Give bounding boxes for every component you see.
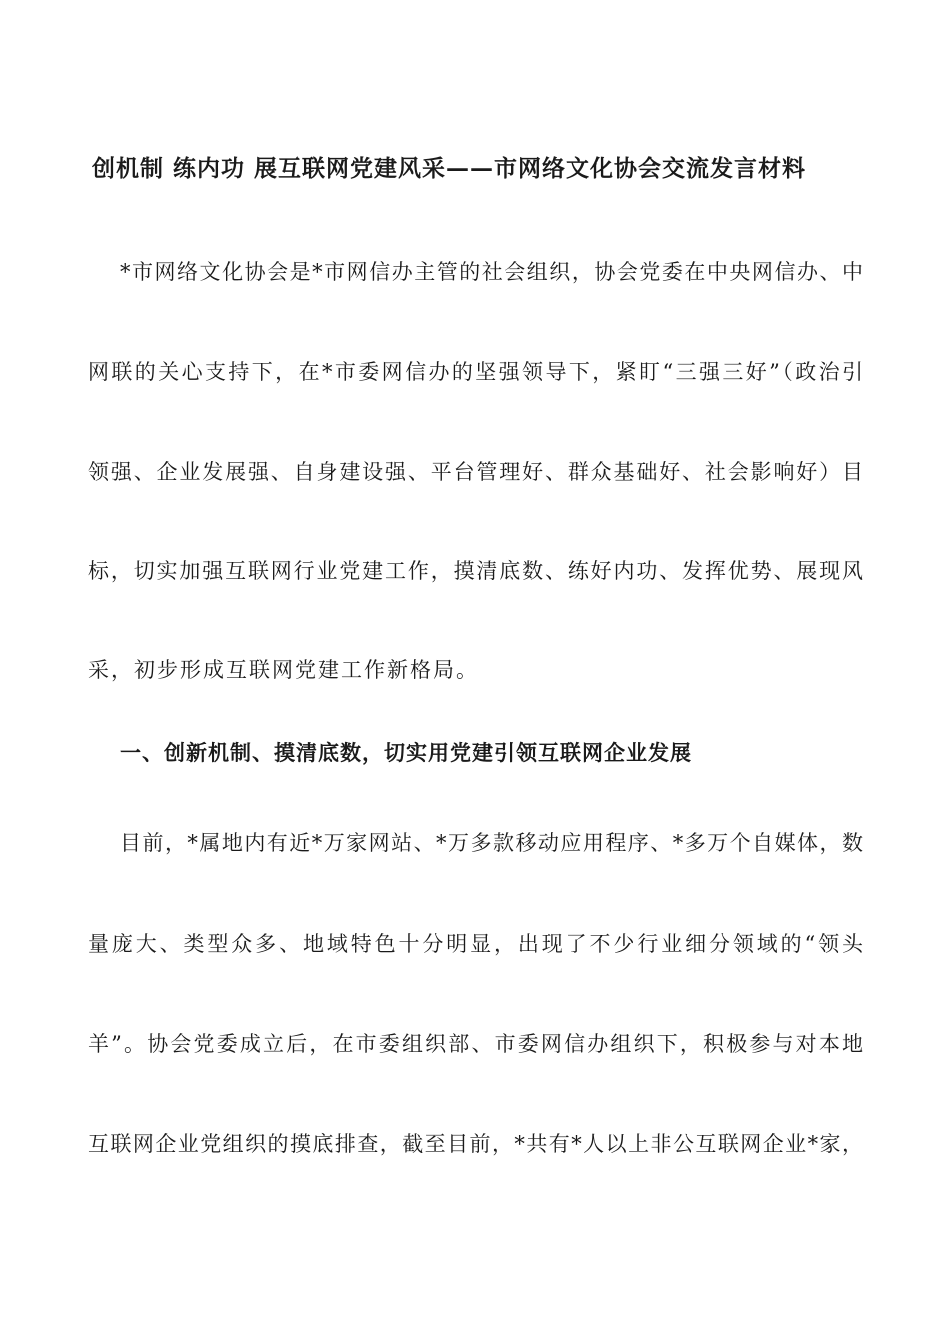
paragraph-2-line-2: 量庞大、类型众多、地域特色十分明显，出现了不少行业细分领域的“领头 <box>88 932 863 956</box>
paragraph-1-line-4: 标，切实加强互联网行业党建工作，摸清底数、练好内功、发挥优势、展现风 <box>88 559 863 583</box>
paragraph-1-line-1: *市网络文化协会是*市网信办主管的社会组织，协会党委在中央网信办、中 <box>120 260 863 284</box>
paragraph-1-line-3: 领强、企业发展强、自身建设强、平台管理好、群众基础好、社会影响好）目 <box>88 460 863 484</box>
paragraph-2-line-4: 互联网企业党组织的摸底排查，截至目前，*共有*人以上非公互联网企业*家， <box>88 1132 863 1156</box>
document-title: 创机制 练内功 展互联网党建风采——市网络文化协会交流发言材料 <box>92 155 807 182</box>
paragraph-1-line-5: 采，初步形成互联网党建工作新格局。 <box>88 658 479 682</box>
section-1-heading: 一、创新机制、摸清底数，切实用党建引领互联网企业发展 <box>120 740 692 765</box>
paragraph-1-line-2: 网联的关心支持下，在*市委网信办的坚强领导下，紧盯“三强三好”（政治引 <box>88 360 863 384</box>
paragraph-2-line-3: 羊”。协会党委成立后，在市委组织部、市委网信办组织下，积极参与对本地 <box>88 1032 863 1056</box>
paragraph-2-line-1: 目前，*属地内有近*万家网站、*万多款移动应用程序、*多万个自媒体，数 <box>120 831 863 855</box>
